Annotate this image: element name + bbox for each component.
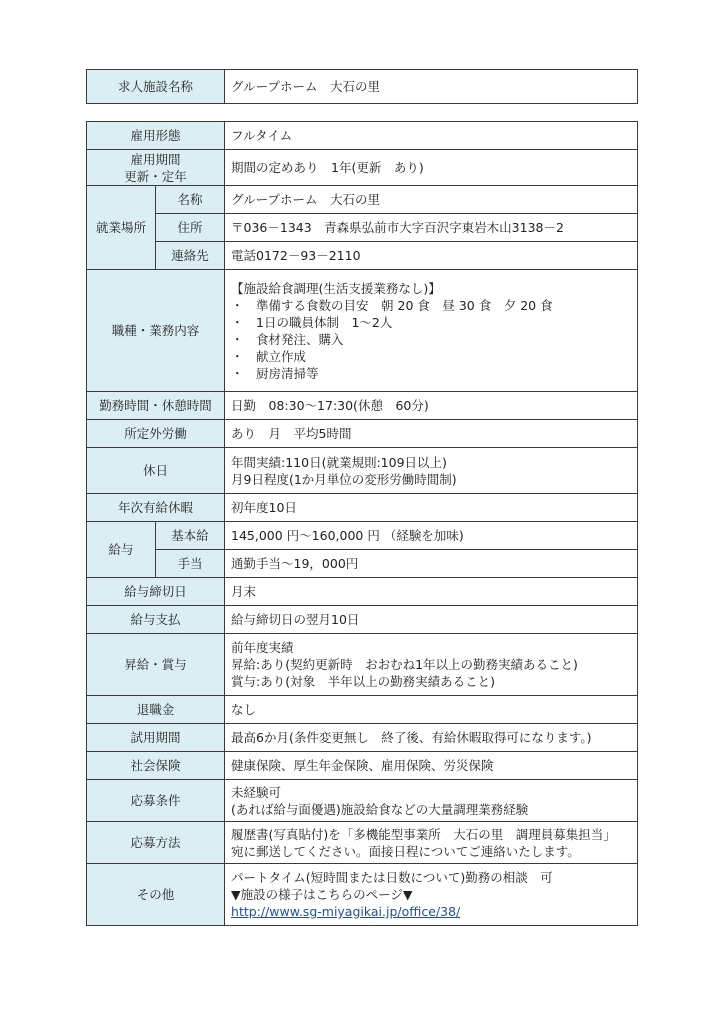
requirements-label: 応募条件 <box>87 780 225 822</box>
workplace-name-value: グループホーム 大石の里 <box>225 186 638 214</box>
raise-bonus-label: 昇給・賞与 <box>87 634 225 696</box>
workplace-name-label: 名称 <box>156 186 225 214</box>
paid-leave-value: 初年度10日 <box>225 494 638 522</box>
application-line: 履歴書(写真貼付)を「多機能型事業所 大石の里 調理員募集担当」 <box>231 826 616 842</box>
employment-type-value: フルタイム <box>225 122 638 150</box>
insurance-value: 健康保険、厚生年金保険、雇用保険、労災保険 <box>225 752 638 780</box>
renewal-label-line: 更新・定年 <box>124 168 187 184</box>
facility-value: グループホーム 大石の里 <box>225 70 638 104</box>
facility-label: 求人施設名称 <box>87 70 225 104</box>
workplace-label: 就業場所 <box>87 186 156 270</box>
workplace-contact-value: 電話0172－93－2110 <box>225 242 638 270</box>
raise-bonus-line: 前年度実績 <box>231 640 294 655</box>
base-salary-value: 145,000 円～160,000 円 （経験を加味) <box>225 522 638 550</box>
job-line: ・ 食材発注、購入 <box>231 331 344 347</box>
application-line: 宛に郵送してください。面接日程についてご連絡いたします。 <box>231 843 580 859</box>
holidays-line: 年間実績:110日(就業規則:109日以上) <box>231 454 447 470</box>
closing-day-value: 月末 <box>225 578 638 606</box>
paid-leave-label: 年次有給休暇 <box>87 494 225 522</box>
application-method-label: 応募方法 <box>87 822 225 864</box>
requirements-line: 未経験可 <box>231 784 282 800</box>
job-description-label: 職種・業務内容 <box>87 270 225 392</box>
raise-bonus-line: 賞与:あり(対象 半年以上の勤務実績あること) <box>231 674 495 689</box>
requirements-value <box>225 780 638 822</box>
requirements-line: (あれば給与面優遇)施設給食などの大量調理業務経験 <box>231 801 529 817</box>
trial-period-label: 試用期間 <box>87 724 225 752</box>
facility-page-link[interactable]: http://www.sg-miyagikai.jp/office/38/ <box>231 904 461 919</box>
job-description-value <box>225 270 638 392</box>
base-salary-label: 基本給 <box>156 522 225 550</box>
job-line: ・ 厨房清掃等 <box>231 365 319 381</box>
workplace-contact-label: 連絡先 <box>156 242 225 270</box>
retirement-label: 退職金 <box>87 696 225 724</box>
retirement-value: なし <box>225 696 638 724</box>
closing-day-label: 給与締切日 <box>87 578 225 606</box>
other-value <box>225 864 638 926</box>
job-details-table <box>86 121 638 926</box>
holidays-line: 月9日程度(1か月単位の変形労働時間制) <box>231 471 457 487</box>
other-link-line <box>231 903 631 920</box>
working-hours-value: 日勤 08:30～17:30(休憩 60分) <box>225 392 638 420</box>
employment-period-value: 期間の定めあり 1年(更新 あり) <box>225 150 638 186</box>
application-method-value <box>225 822 638 864</box>
employment-type-label: 雇用形態 <box>87 122 225 150</box>
workplace-address-label: 住所 <box>156 214 225 242</box>
allowance-label: 手当 <box>156 550 225 578</box>
job-line: ・ 1日の職員体制 1～2人 <box>231 314 393 330</box>
employment-period-label <box>87 150 225 186</box>
job-line: ・ 準備する食数の目安 朝 20 食 昼 30 食 夕 20 食 <box>231 297 553 313</box>
allowance-value: 通勤手当～19，000円 <box>225 550 638 578</box>
facility-table <box>86 69 638 104</box>
raise-bonus-value <box>225 634 638 696</box>
other-line: パートタイム(短時間または日数について)勤務の相談 可 <box>231 870 553 885</box>
other-line: ▼施設の様子はこちらのページ▼ <box>231 887 413 902</box>
working-hours-label: 勤務時間・休憩時間 <box>87 392 225 420</box>
employment-period-label-line: 雇用期間 <box>130 151 181 167</box>
other-label: その他 <box>87 864 225 926</box>
holidays-value <box>225 448 638 494</box>
salary-label: 給与 <box>87 522 156 578</box>
insurance-label: 社会保険 <box>87 752 225 780</box>
overtime-label: 所定外労働 <box>87 420 225 448</box>
job-line: 【施設給食調理(生活支援業務なし)】 <box>231 280 441 296</box>
overtime-value: あり 月 平均5時間 <box>225 420 638 448</box>
job-line: ・ 献立作成 <box>231 348 307 364</box>
holidays-label: 休日 <box>87 448 225 494</box>
trial-period-value: 最高6か月(条件変更無し 終了後、有給休暇取得可になります。) <box>225 724 638 752</box>
payment-value: 給与締切日の翌月10日 <box>225 606 638 634</box>
payment-label: 給与支払 <box>87 606 225 634</box>
raise-bonus-line: 昇給:あり(契約更新時 おおむね1年以上の勤務実績あること) <box>231 657 578 672</box>
workplace-address-value: 〒036－1343 青森県弘前市大字百沢字東岩木山3138－2 <box>225 214 638 242</box>
